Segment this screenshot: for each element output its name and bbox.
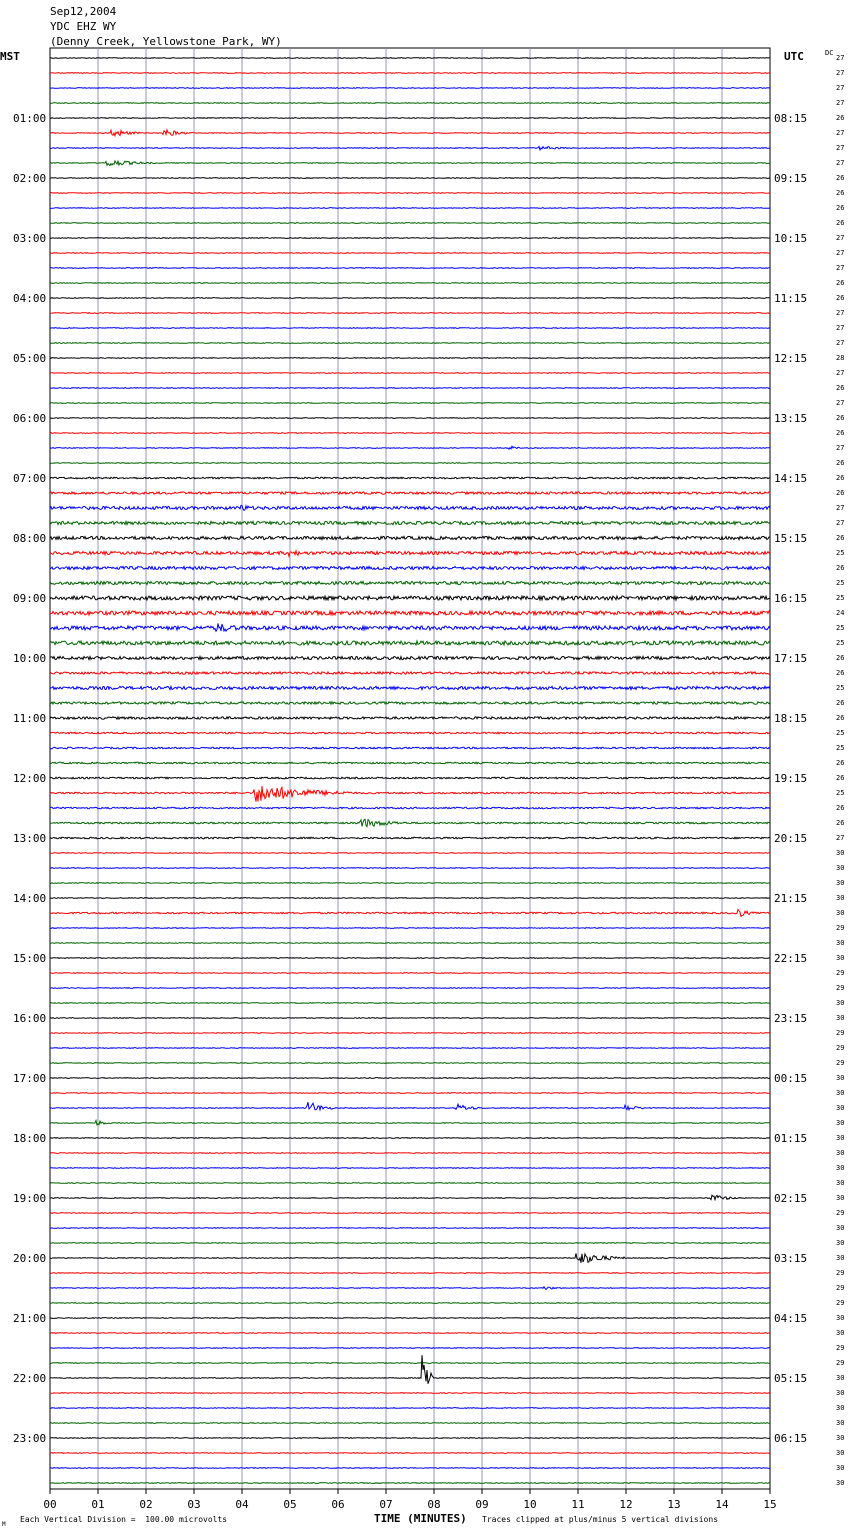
hour-label-utc: 02:15 — [774, 1192, 808, 1205]
dc-offset-label: 30 — [836, 879, 845, 887]
dc-offset-label: 26 — [836, 669, 845, 677]
x-tick-label: 05 — [283, 1498, 297, 1511]
hour-label-utc: 09:15 — [774, 172, 808, 185]
dc-offset-label: 25 — [836, 624, 845, 632]
seismic-trace — [50, 505, 770, 510]
dc-offset-label: 26 — [836, 819, 845, 827]
dc-offset-label: 26 — [836, 699, 845, 707]
dc-offset-label: 29 — [836, 1209, 845, 1217]
dc-offset-label: 26 — [836, 714, 845, 722]
seismic-trace — [50, 373, 770, 374]
dc-offset-header: DC — [825, 49, 834, 57]
hour-label-utc: 11:15 — [774, 292, 808, 305]
dc-offset-label: 30 — [836, 1254, 845, 1262]
dc-offset-label: 30 — [836, 1074, 845, 1082]
dc-offset-label: 27 — [836, 264, 845, 272]
dc-offset-label: 27 — [836, 234, 845, 242]
seismic-trace — [50, 702, 770, 704]
seismic-trace — [50, 88, 770, 89]
hour-label-mst: 02:00 — [13, 172, 47, 185]
dc-offset-label: 30 — [836, 1479, 845, 1487]
seismic-trace — [50, 238, 770, 239]
dc-offset-label: 26 — [836, 489, 845, 497]
dc-offset-label: 27 — [836, 519, 845, 527]
seismic-trace — [50, 807, 770, 809]
seismic-trace — [50, 388, 770, 389]
dc-offset-label: 25 — [836, 549, 845, 557]
dc-offset-label: 30 — [836, 1224, 845, 1232]
seismic-trace — [50, 1078, 770, 1079]
dc-offset-label: 26 — [836, 294, 845, 302]
dc-offset-label: 30 — [836, 1239, 845, 1247]
seismic-trace — [50, 446, 770, 449]
seismic-trace — [50, 1483, 770, 1484]
dc-offset-label: 30 — [836, 1164, 845, 1172]
dc-offset-label: 29 — [836, 1029, 845, 1037]
hour-label-mst: 03:00 — [13, 232, 47, 245]
dc-offset-label: 26 — [836, 114, 845, 122]
x-tick-label: 07 — [379, 1498, 393, 1511]
dc-offset-label: 25 — [836, 594, 845, 602]
hour-label-mst: 20:00 — [13, 1252, 47, 1265]
seismic-trace — [50, 868, 770, 869]
seismic-trace — [50, 958, 770, 959]
dc-offset-label: 30 — [836, 1089, 845, 1097]
seismic-trace — [50, 1168, 770, 1169]
hour-label-mst: 07:00 — [13, 472, 47, 485]
x-tick-label: 12 — [619, 1498, 633, 1511]
seismic-trace — [50, 747, 770, 749]
seismic-trace — [50, 898, 770, 899]
dc-offset-label: 29 — [836, 1344, 845, 1352]
hour-label-mst: 05:00 — [13, 352, 47, 365]
hour-label-utc: 13:15 — [774, 412, 808, 425]
seismic-trace — [50, 463, 770, 464]
seismic-trace — [50, 883, 770, 884]
hour-label-utc: 21:15 — [774, 892, 808, 905]
x-tick-label: 09 — [475, 1498, 489, 1511]
seismic-trace — [50, 477, 770, 479]
seismic-trace — [50, 1318, 770, 1319]
time-labels — [13, 54, 844, 1487]
seismic-trace — [50, 853, 770, 854]
dc-offset-label: 30 — [836, 894, 845, 902]
hour-label-mst: 06:00 — [13, 412, 47, 425]
dc-offset-label: 30 — [836, 1374, 845, 1382]
x-tick-label: 10 — [523, 1498, 537, 1511]
hour-label-mst: 12:00 — [13, 772, 47, 785]
seismic-trace — [50, 786, 770, 801]
x-tick-label: 01 — [91, 1498, 105, 1511]
x-axis — [43, 1489, 776, 1511]
hour-label-utc: 19:15 — [774, 772, 808, 785]
dc-offset-label: 30 — [836, 1329, 845, 1337]
dc-offset-label: 30 — [836, 1179, 845, 1187]
x-axis-title: TIME (MINUTES) — [374, 1512, 467, 1525]
dc-offset-label: 29 — [836, 1284, 845, 1292]
dc-offset-label: 27 — [836, 339, 845, 347]
hour-label-mst: 18:00 — [13, 1132, 47, 1145]
logo-mark: M — [2, 1521, 6, 1528]
dc-offset-label: 27 — [836, 249, 845, 257]
hour-label-mst: 19:00 — [13, 1192, 47, 1205]
seismic-trace — [50, 837, 770, 839]
seismic-trace — [50, 1228, 770, 1229]
hour-label-mst: 15:00 — [13, 952, 47, 965]
dc-offset-label: 27 — [836, 399, 845, 407]
x-tick-label: 03 — [187, 1498, 201, 1511]
dc-offset-label: 26 — [836, 429, 845, 437]
seismic-trace — [50, 58, 770, 59]
seismic-trace — [50, 1363, 770, 1364]
dc-offset-label: 26 — [836, 804, 845, 812]
seismic-trace — [50, 777, 770, 779]
seismic-trace — [50, 988, 770, 989]
seismic-trace — [50, 1273, 770, 1274]
dc-offset-label: 27 — [836, 144, 845, 152]
dc-offset-label: 25 — [836, 639, 845, 647]
seismic-trace — [50, 1033, 770, 1034]
seismic-trace — [50, 433, 770, 434]
scale-note: Each Vertical Division = 100.00 microvolts — [20, 1515, 228, 1524]
dc-offset-label: 30 — [836, 1314, 845, 1322]
dc-offset-label: 26 — [836, 564, 845, 572]
seismic-trace — [50, 1393, 770, 1394]
dc-offset-label: 29 — [836, 924, 845, 932]
hour-label-mst: 17:00 — [13, 1072, 47, 1085]
dc-offset-label: 30 — [836, 1014, 845, 1022]
hour-label-utc: 10:15 — [774, 232, 808, 245]
seismic-trace — [50, 223, 770, 224]
hour-label-utc: 16:15 — [774, 592, 808, 605]
dc-offset-label: 25 — [836, 744, 845, 752]
x-tick-label: 04 — [235, 1498, 249, 1511]
hour-label-mst: 01:00 — [13, 112, 47, 125]
dc-offset-label: 26 — [836, 384, 845, 392]
dc-offset-label: 30 — [836, 999, 845, 1007]
seismic-trace — [50, 566, 770, 569]
station-location: (Denny Creek, Yellowstone Park, WY) — [50, 35, 282, 48]
hour-label-utc: 06:15 — [774, 1432, 808, 1445]
dc-offset-label: 30 — [836, 909, 845, 917]
dc-offset-label: 25 — [836, 729, 845, 737]
dc-offset-label: 25 — [836, 579, 845, 587]
hour-label-mst: 16:00 — [13, 1012, 47, 1025]
hour-label-utc: 12:15 — [774, 352, 808, 365]
station-code: YDC EHZ WY — [50, 20, 117, 33]
hour-label-mst: 11:00 — [13, 712, 47, 725]
seismic-trace — [50, 641, 770, 645]
x-tick-label: 02 — [139, 1498, 153, 1511]
hour-label-utc: 17:15 — [774, 652, 808, 665]
seismic-trace — [50, 403, 770, 404]
hour-label-utc: 00:15 — [774, 1072, 808, 1085]
dc-offset-label: 30 — [836, 1389, 845, 1397]
seismic-trace — [50, 193, 770, 194]
dc-offset-label: 27 — [836, 99, 845, 107]
seismic-trace — [50, 118, 770, 119]
dc-offset-label: 30 — [836, 1434, 845, 1442]
dc-offset-label: 30 — [836, 864, 845, 872]
dc-offset-label: 30 — [836, 849, 845, 857]
dc-offset-label: 26 — [836, 474, 845, 482]
seismic-trace — [50, 521, 770, 524]
dc-offset-label: 27 — [836, 159, 845, 167]
seismic-trace — [50, 1287, 770, 1290]
dc-offset-label: 27 — [836, 444, 845, 452]
seismic-trace — [50, 672, 770, 674]
dc-offset-label: 30 — [836, 1149, 845, 1157]
x-tick-label: 00 — [43, 1498, 57, 1511]
hour-label-mst: 22:00 — [13, 1372, 47, 1385]
dc-offset-label: 26 — [836, 759, 845, 767]
left-timezone-label: MST — [0, 50, 20, 63]
hour-label-mst: 13:00 — [13, 832, 47, 845]
seismic-trace — [50, 328, 770, 329]
x-tick-label: 13 — [667, 1498, 681, 1511]
seismic-trace — [50, 343, 770, 344]
seismic-trace — [50, 910, 770, 917]
hour-label-utc: 14:15 — [774, 472, 808, 485]
dc-offset-label: 24 — [836, 609, 845, 617]
seismic-trace — [50, 1333, 770, 1334]
seismic-trace — [50, 73, 770, 74]
hour-label-utc: 03:15 — [774, 1252, 808, 1265]
clip-note: Traces clipped at plus/minus 5 vertical divisions — [482, 1515, 719, 1524]
dc-offset-label: 26 — [836, 414, 845, 422]
dc-offset-label: 30 — [836, 1134, 845, 1142]
seismic-trace — [50, 268, 770, 269]
seismic-trace — [50, 283, 770, 284]
seismic-trace — [50, 928, 770, 929]
dc-offset-label: 26 — [836, 654, 845, 662]
dc-offset-label: 30 — [836, 1404, 845, 1412]
seismic-trace — [50, 1408, 770, 1409]
hour-label-utc: 08:15 — [774, 112, 808, 125]
x-tick-label: 14 — [715, 1498, 729, 1511]
seismic-trace — [50, 1063, 770, 1064]
seismic-trace — [50, 1018, 770, 1019]
seismic-trace — [50, 1003, 770, 1004]
dc-offset-label: 30 — [836, 1119, 845, 1127]
seismic-trace — [50, 1213, 770, 1214]
dc-offset-label: 27 — [836, 84, 845, 92]
seismic-trace — [50, 656, 770, 659]
seismic-trace — [50, 551, 770, 557]
hour-label-utc: 22:15 — [774, 952, 808, 965]
seismic-trace — [50, 492, 770, 494]
seismic-trace — [50, 1183, 770, 1184]
dc-offset-label: 29 — [836, 1269, 845, 1277]
dc-offset-label: 27 — [836, 309, 845, 317]
dc-offset-label: 27 — [836, 69, 845, 77]
dc-offset-label: 29 — [836, 969, 845, 977]
dc-offset-label: 26 — [836, 279, 845, 287]
seismic-trace — [50, 1048, 770, 1049]
dc-offset-label: 29 — [836, 1059, 845, 1067]
seismic-trace — [50, 624, 770, 632]
seismic-trace — [50, 717, 770, 719]
hour-label-utc: 01:15 — [774, 1132, 808, 1145]
hour-label-utc: 04:15 — [774, 1312, 808, 1325]
seismic-trace — [50, 178, 770, 179]
hour-label-mst: 21:00 — [13, 1312, 47, 1325]
seismic-trace — [50, 1468, 770, 1469]
seismic-trace — [50, 1243, 770, 1244]
x-tick-label: 06 — [331, 1498, 345, 1511]
seismic-trace — [50, 686, 770, 689]
seismic-trace — [50, 1153, 770, 1154]
seismic-trace — [50, 161, 770, 166]
hour-label-mst: 10:00 — [13, 652, 47, 665]
seismic-trace — [50, 147, 770, 150]
seismic-trace — [50, 819, 770, 826]
seismic-trace — [50, 208, 770, 209]
seismic-trace — [50, 1138, 770, 1139]
dc-offset-label: 26 — [836, 459, 845, 467]
seismic-trace — [50, 611, 770, 615]
dc-offset-label: 30 — [836, 1104, 845, 1112]
hour-label-utc: 23:15 — [774, 1012, 808, 1025]
dc-offset-label: 30 — [836, 954, 845, 962]
plot-date: Sep12,2004 — [50, 5, 117, 18]
dc-offset-label: 29 — [836, 1299, 845, 1307]
seismic-trace — [50, 313, 770, 314]
seismic-trace — [50, 1121, 770, 1125]
hour-label-utc: 20:15 — [774, 832, 808, 845]
hour-label-mst: 09:00 — [13, 592, 47, 605]
dc-offset-label: 26 — [836, 174, 845, 182]
seismic-trace — [50, 418, 770, 419]
seismic-trace — [50, 1453, 770, 1454]
dc-offset-label: 27 — [836, 369, 845, 377]
seismic-trace — [50, 1195, 770, 1199]
seismic-trace — [50, 973, 770, 974]
seismic-trace — [50, 1348, 770, 1349]
hour-label-utc: 18:15 — [774, 712, 808, 725]
seismic-trace — [50, 1355, 770, 1384]
dc-offset-label: 27 — [836, 54, 845, 62]
seismic-trace — [50, 130, 770, 136]
dc-offset-label: 25 — [836, 789, 845, 797]
seismic-trace — [50, 943, 770, 944]
seismic-trace — [50, 732, 770, 734]
x-tick-label: 08 — [427, 1498, 441, 1511]
seismic-trace — [50, 358, 770, 359]
dc-offset-label: 29 — [836, 1359, 845, 1367]
seismic-trace — [50, 103, 770, 104]
dc-offset-label: 30 — [836, 1419, 845, 1427]
dc-offset-label: 29 — [836, 1044, 845, 1052]
hour-label-mst: 08:00 — [13, 532, 47, 545]
seismic-trace — [50, 536, 770, 539]
seismic-trace — [50, 762, 770, 764]
right-timezone-label: UTC — [784, 50, 804, 63]
dc-offset-label: 26 — [836, 204, 845, 212]
hour-label-mst: 23:00 — [13, 1432, 47, 1445]
dc-offset-label: 25 — [836, 684, 845, 692]
seismic-trace — [50, 1303, 770, 1304]
dc-offset-label: 30 — [836, 1449, 845, 1457]
seismic-trace — [50, 596, 770, 600]
hour-label-utc: 05:15 — [774, 1372, 808, 1385]
seismic-trace — [50, 1253, 770, 1263]
dc-offset-label: 26 — [836, 534, 845, 542]
seismic-trace — [50, 1423, 770, 1424]
seismic-traces — [50, 58, 770, 1484]
dc-offset-label: 29 — [836, 984, 845, 992]
hour-label-utc: 15:15 — [774, 532, 808, 545]
dc-offset-label: 30 — [836, 939, 845, 947]
seismic-trace — [50, 581, 770, 584]
dc-offset-label: 30 — [836, 1194, 845, 1202]
dc-offset-label: 27 — [836, 324, 845, 332]
seismic-trace — [50, 298, 770, 299]
dc-offset-label: 26 — [836, 774, 845, 782]
seismic-trace — [50, 1438, 770, 1439]
dc-offset-label: 27 — [836, 504, 845, 512]
dc-offset-label: 30 — [836, 1464, 845, 1472]
x-tick-label: 11 — [571, 1498, 585, 1511]
x-tick-label: 15 — [763, 1498, 777, 1511]
dc-offset-label: 26 — [836, 189, 845, 197]
hour-label-mst: 04:00 — [13, 292, 47, 305]
dc-offset-label: 26 — [836, 219, 845, 227]
seismic-trace — [50, 1093, 770, 1094]
dc-offset-label: 28 — [836, 354, 845, 362]
hour-label-mst: 14:00 — [13, 892, 47, 905]
seismic-trace — [50, 1102, 770, 1110]
dc-offset-label: 27 — [836, 834, 845, 842]
seismic-trace — [50, 253, 770, 254]
dc-offset-label: 27 — [836, 129, 845, 137]
